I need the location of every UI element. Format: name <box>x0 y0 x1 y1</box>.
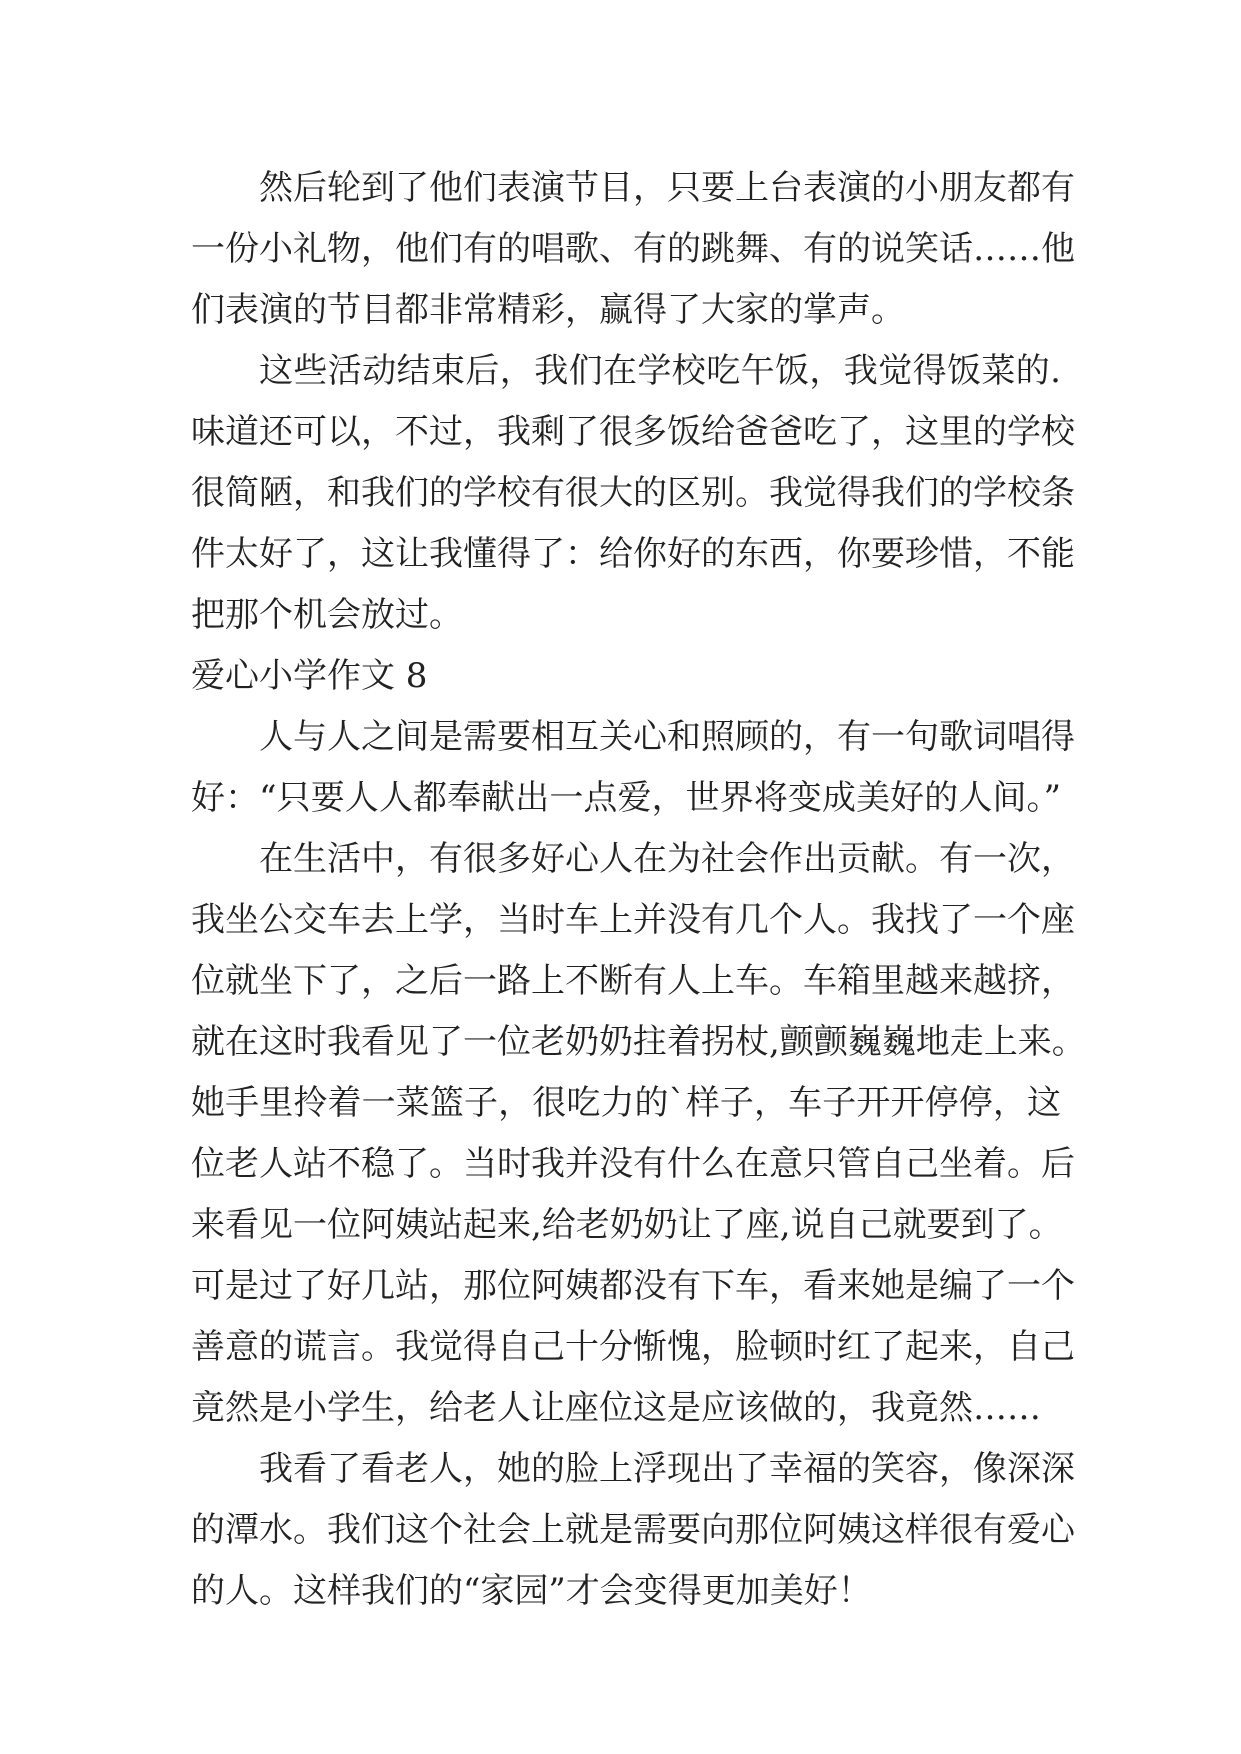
text-line: 竟然是小学生，给老人让座位这是应该做的，我竟然…… <box>191 1388 1041 1428</box>
text-line: 味道还可以，不过，我剩了很多饭给爸爸吃了，这里的学校 <box>191 412 1075 452</box>
text-line: 一份小礼物，他们有的唱歌、有的跳舞、有的说笑话……他 <box>191 229 1075 269</box>
text-line: 位就坐下了，之后一路上不断有人上车。车箱里越来越挤， <box>191 961 1075 1001</box>
text-line: 在生活中，有很多好心人在为社会作出贡献。有一次， <box>259 839 1075 879</box>
text-line: 来看见一位阿姨站起来,给老奶奶让了座,说自己就要到了。 <box>191 1205 1063 1245</box>
text-line: 很简陋，和我们的学校有很大的区别。我觉得我们的学校条 <box>191 473 1075 513</box>
section-heading: 爱心小学作文 8 <box>191 656 428 696</box>
text-line: 们表演的节目都非常精彩，赢得了大家的掌声。 <box>191 290 905 330</box>
text-line: 位老人站不稳了。当时我并没有什么在意只管自己坐着。后 <box>191 1144 1075 1184</box>
text-line: 这些活动结束后，我们在学校吃午饭，我觉得饭菜的. <box>259 351 1061 391</box>
text-line: 就在这时我看见了一位老奶奶拄着拐杖,颤颤巍巍地走上来。 <box>191 1022 1086 1062</box>
text-line: 好：“只要人人都奉献出一点爱，世界将变成美好的人间。” <box>191 778 1061 818</box>
document-body <box>191 158 1086 1622</box>
text-line: 件太好了，这让我懂得了：给你好的东西，你要珍惜，不能 <box>191 534 1075 574</box>
text-line: 然后轮到了他们表演节目，只要上台表演的小朋友都有 <box>259 168 1075 208</box>
text-line: 把那个机会放过。 <box>191 595 463 635</box>
text-line: 我看了看老人，她的脸上浮现出了幸福的笑容，像深深 <box>259 1449 1075 1489</box>
text-line: 她手里拎着一菜篮子，很吃力的`样子，车子开开停停，这 <box>191 1083 1061 1123</box>
text-line: 的人。这样我们的“家园”才会变得更加美好！ <box>191 1571 872 1611</box>
text-line: 人与人之间是需要相互关心和照顾的，有一句歌词唱得 <box>259 717 1075 757</box>
text-line: 善意的谎言。我觉得自己十分惭愧，脸顿时红了起来，自己 <box>191 1327 1075 1367</box>
text-line: 我坐公交车去上学，当时车上并没有几个人。我找了一个座 <box>191 900 1075 940</box>
text-line: 的潭水。我们这个社会上就是需要向那位阿姨这样很有爱心 <box>191 1510 1075 1550</box>
text-line: 可是过了好几站，那位阿姨都没有下车，看来她是编了一个 <box>191 1266 1075 1306</box>
